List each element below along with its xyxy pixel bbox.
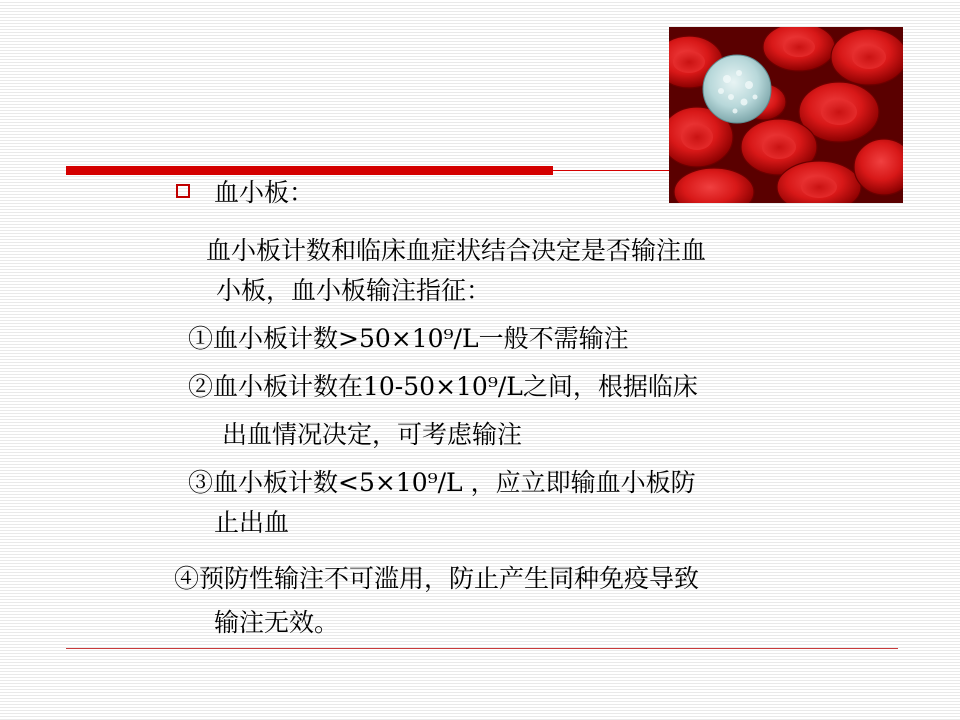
blood-cells-image: [669, 27, 903, 203]
indication-1-line-1: ①血小板计数>50×10⁹/L一般不需输注: [188, 324, 629, 353]
indication-4-line-1: ④预防性输注不可滥用，防止产生同种免疫导致: [174, 564, 700, 593]
indication-4-line-2: 输注无效。: [214, 608, 340, 637]
indication-2-line-1: ②血小板计数在10-50×10⁹/L之间，根据临床: [188, 372, 698, 401]
slide-heading: 血小板：: [214, 178, 315, 207]
title-accent-bar: [66, 166, 553, 175]
bullet-square-icon: [176, 184, 190, 198]
intro-line-1: 血小板计数和临床血症状结合决定是否输注血: [206, 236, 707, 265]
intro-line-2: 小板，血小板输注指征：: [216, 276, 492, 305]
indication-3-line-1: ③血小板计数<5×10⁹/L ，应立即输血小板防: [188, 468, 696, 497]
title-accent-line: [553, 170, 673, 171]
indication-3-line-2: 止出血: [214, 508, 290, 537]
footer-divider: [66, 648, 898, 649]
indication-2-line-2: 出血情况决定，可考虑输注: [222, 420, 523, 449]
